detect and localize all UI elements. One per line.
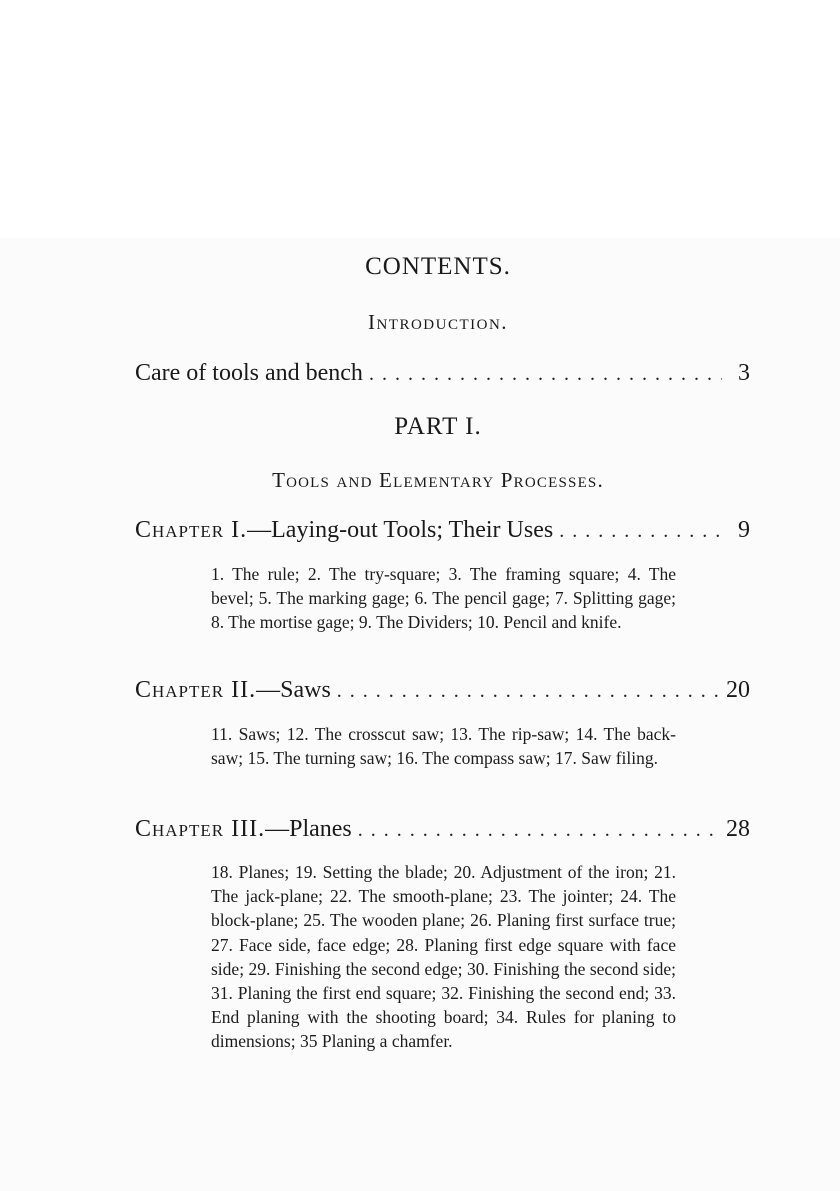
chapter-1-description: 1. The rule; 2. The try-square; 3. The framing square; 4. The bevel; 5. The marking gage; 6. The pencil gage; 7. Splitting gage; 8. The mortise gage; 9. The Dividers; 10. Pencil and knife.: [211, 564, 676, 633]
dot-leader: [369, 363, 722, 386]
toc-entry-title: Care of tools and bench: [135, 360, 363, 386]
dot-leader: [337, 680, 720, 703]
chapter-label: Chapter I.: [135, 517, 248, 543]
chapter-title: —Laying-out Tools; Their Uses: [247, 517, 554, 543]
dot-leader: [559, 520, 722, 543]
chapter-label: Chapter II.: [135, 677, 257, 703]
chapter-page: 28: [726, 816, 750, 842]
dot-leader: [358, 819, 720, 842]
toc-chapter-1: [135, 517, 750, 549]
chapter-3-description: 18. Planes; 19. Setting the blade; 20. Adjustment of the iron; 21. The jack-plane; 22. The smooth-plane; 23. The jointer; 24. The block-plane; 25. The wooden plane; 26. Planing first surface true; 27. Face side, face edge; 28. Planing first edge square with face side; 29. Finishing the second edge; 30. Finishing the second side; 31. Planing the first end square; 32. Finishing the second end; 33. End planing with the shooting board; 34. Rules for planing to dimensions; 35 Planing a chamfer.: [211, 862, 676, 1052]
toc-chapter-3: [135, 816, 750, 848]
chapter-page: 20: [726, 677, 750, 703]
toc-entry-care-of-tools: [135, 360, 750, 392]
chapter-heading: [135, 517, 553, 544]
part-subtitle: Tools and Elementary Processes.: [272, 468, 604, 492]
toc-chapter-2: [135, 677, 750, 709]
chapter-label: Chapter III.: [135, 816, 266, 842]
chapter-heading: [135, 816, 352, 843]
toc-entry-page: 3: [738, 360, 750, 386]
chapter-heading: [135, 677, 331, 704]
introduction-heading: Introduction.: [367, 310, 509, 334]
chapter-page: 9: [738, 517, 750, 543]
contents-title: CONTENTS.: [365, 253, 511, 280]
chapter-title: —Saws: [256, 677, 331, 703]
part-heading: PART I.: [394, 413, 482, 440]
chapter-2-description: 11. Saws; 12. The crosscut saw; 13. The rip-saw; 14. The back-saw; 15. The turning saw; 16. The compass saw; 17. Saw filing.: [211, 724, 676, 769]
chapter-title: —Planes: [265, 816, 352, 842]
